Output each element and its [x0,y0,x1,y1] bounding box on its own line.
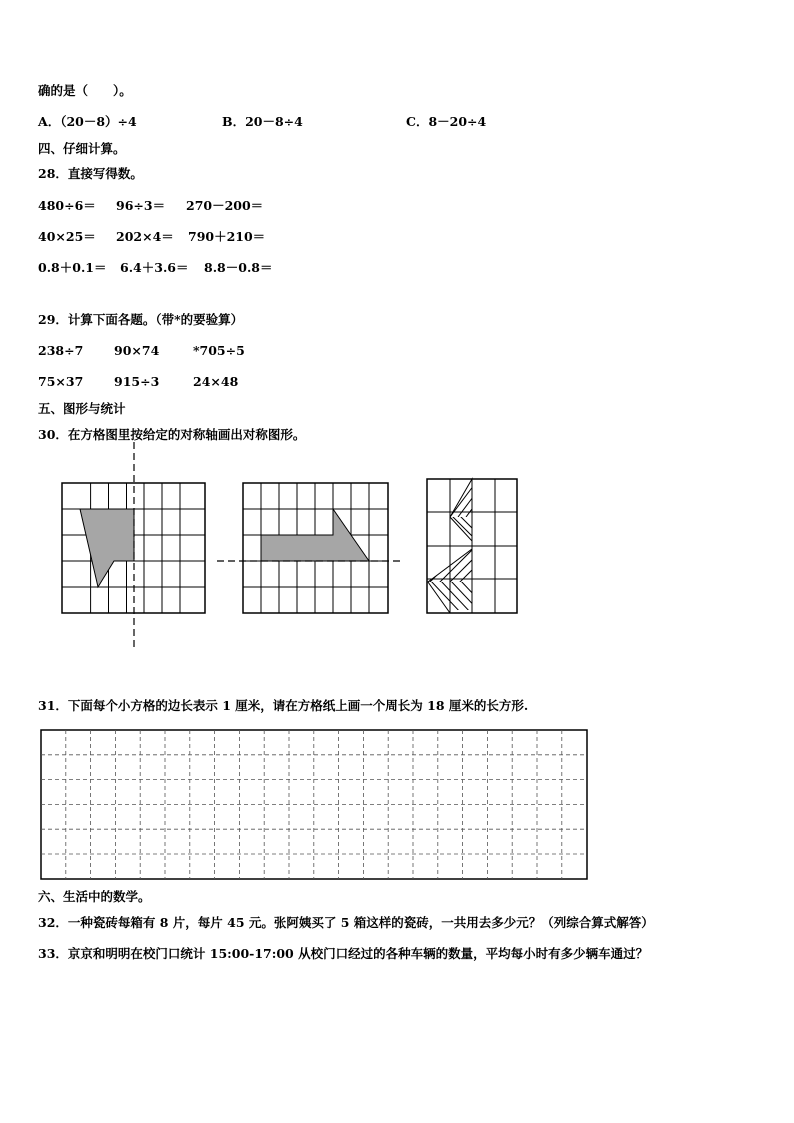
q28-item: 96÷3＝ [116,198,166,213]
q29-item: 238÷7 [38,343,84,358]
section-5-heading: 五、图形与统计 [38,401,126,416]
q28-item: 270－200＝ [186,198,264,213]
q28-title: 28．直接写得数。 [38,166,143,181]
q30-shaded-shape-1 [80,509,134,587]
q29-item: *705÷5 [193,343,245,358]
q28-item: 790＋210＝ [188,229,266,244]
q28-item: 40×25＝ [38,229,96,244]
q29-item: 75×37 [38,374,84,389]
q29-item: 24×48 [193,374,239,389]
q27-option-c: C．8－20÷4 [406,114,487,129]
q28-item: 8.8－0.8＝ [204,260,273,275]
q32-text: 32．一种瓷砖每箱有 8 片，每片 45 元。张阿姨买了 5 箱这样的瓷砖，一共用去多少元？（列综合算式解答） [38,915,654,930]
section-6-heading: 六、生活中的数学。 [38,889,151,904]
q27-option-b: B．20－8÷4 [222,114,303,129]
q28-item: 6.4＋3.6＝ [120,260,189,275]
q28-item: 202×4＝ [116,229,174,244]
q28-item: 480÷6＝ [38,198,96,213]
section-4-heading: 四、仔细计算。 [38,141,126,156]
q27-stem-tail: 确的是（ ）。 [38,83,132,98]
q30-grid-1 [55,440,215,650]
q28-item: 0.8＋0.1＝ [38,260,107,275]
q31-grid-paper[interactable] [40,729,590,882]
q33-text: 33．京京和明明在校门口统计 15:00-17:00 从校门口经过的各种车辆的数量，平均每小时有多少辆车通过？ [38,946,649,961]
q30-grid-3 [420,472,524,618]
q29-item: 915÷3 [114,374,160,389]
q29-title: 29．计算下面各题。（带*的要验算） [38,312,244,327]
q31-title: 31．下面每个小方格的边长表示 1 厘米，请在方格纸上画一个周长为 18 厘米的长方形. [38,698,529,713]
q30-grid-2 [215,470,405,620]
q30-title: 30．在方格图里按给定的对称轴画出对称图形。 [38,427,306,442]
q29-item: 90×74 [114,343,160,358]
q27-option-a: A．（20－8）÷4 [38,114,137,129]
